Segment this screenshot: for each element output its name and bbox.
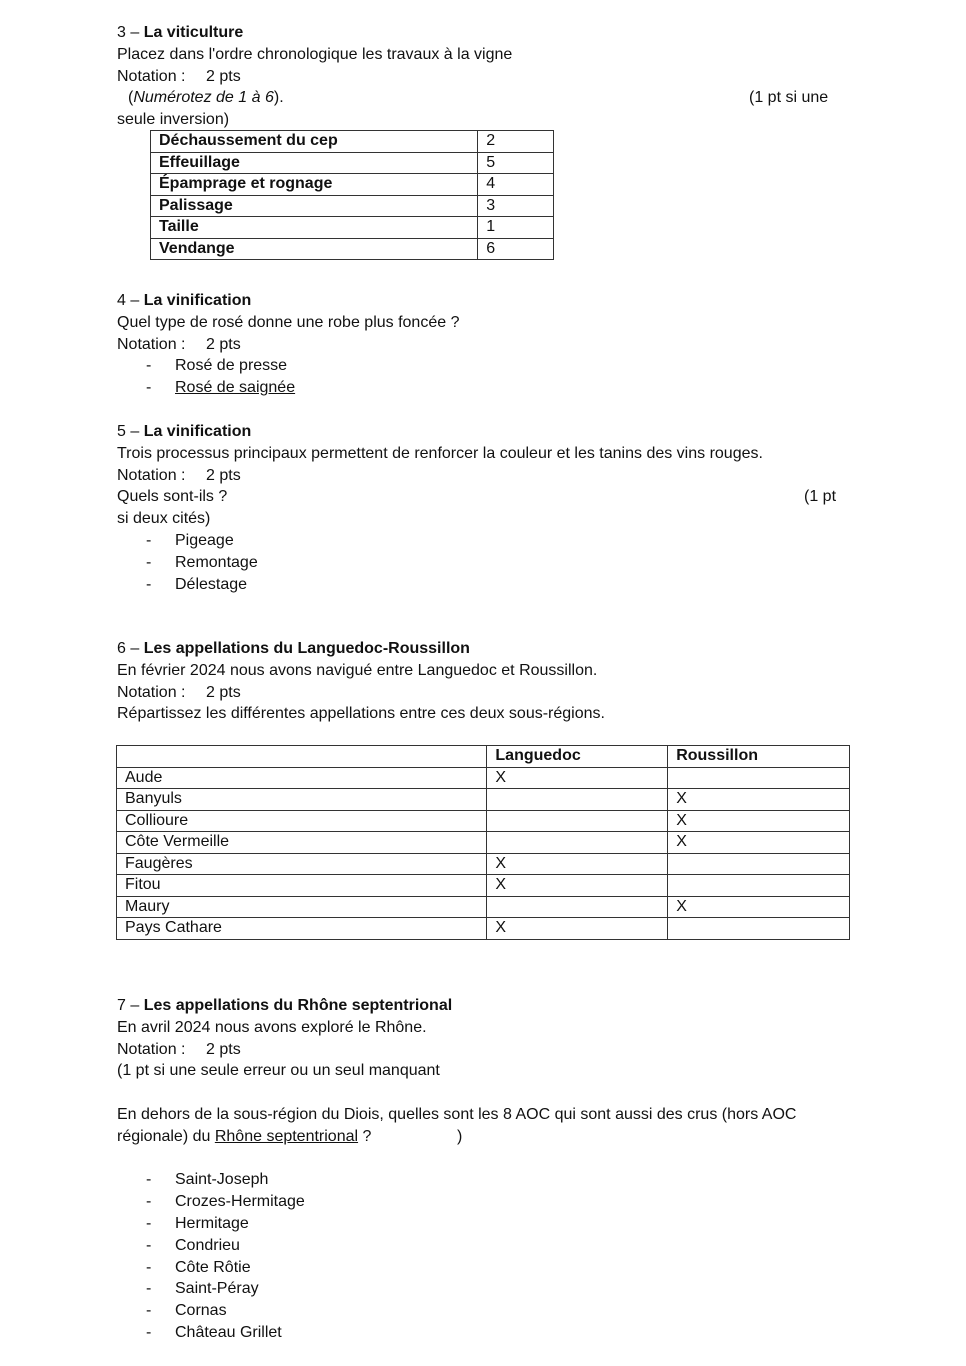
table-row: [117, 810, 850, 832]
languedoc-cell: [487, 810, 668, 832]
list-dash: -: [146, 379, 152, 397]
q7-section: [117, 995, 857, 1344]
languedoc-cell: [487, 789, 668, 811]
languedoc-cell: X: [487, 853, 668, 875]
table-row: [117, 789, 850, 811]
list-item: [117, 1213, 857, 1235]
q3-hint-close: ).: [273, 89, 284, 107]
table-row: [117, 853, 850, 875]
table-row: [151, 195, 554, 217]
table-row: [117, 918, 850, 940]
table-row: [117, 875, 850, 897]
notation-value: 2 pts: [206, 335, 241, 353]
q3-hint-open: (: [128, 89, 134, 107]
q7-heading: [117, 995, 857, 1017]
q3-heading: [117, 22, 847, 44]
column-header-empty: [117, 746, 487, 768]
answer-text: Château Grillet: [175, 1323, 282, 1341]
languedoc-cell: X: [487, 875, 668, 897]
list-item: [117, 552, 857, 574]
list-item: [117, 1191, 857, 1213]
answer-text: Remontage: [175, 553, 258, 571]
q6-question: Répartissez les différentes appellations entre ces deux sous-régions.: [117, 705, 605, 723]
q5-scoring-cont: si deux cités): [117, 510, 211, 528]
list-dash: -: [146, 1323, 152, 1341]
q5-answer-list: [117, 530, 857, 595]
notation-value: 2 pts: [206, 67, 241, 85]
notation-label: Notation :: [117, 67, 186, 85]
list-item: [117, 1278, 857, 1300]
languedoc-cell: X: [487, 918, 668, 940]
task-cell: Taille: [151, 217, 478, 239]
order-cell: 5: [478, 152, 554, 174]
notation-value: 2 pts: [206, 466, 241, 484]
order-cell: 3: [478, 195, 554, 217]
q5-number: 5 –: [117, 423, 144, 440]
list-dash: -: [146, 1280, 152, 1298]
q5-scoring: (1 pt: [804, 488, 837, 506]
notation-label: Notation :: [117, 1040, 186, 1058]
task-cell: Déchaussement du cep: [151, 131, 478, 153]
q7-answer-list: [117, 1169, 857, 1343]
answer-text: Cornas: [175, 1302, 227, 1320]
list-dash: -: [146, 1214, 152, 1232]
notation-label: Notation :: [117, 466, 186, 484]
q3-hint-line: [117, 87, 847, 109]
order-cell: 4: [478, 174, 554, 196]
q4-number: 4 –: [117, 292, 144, 309]
roussillon-cell: [668, 767, 850, 789]
list-item: [117, 377, 847, 399]
q3-hint-italic: Numérotez de 1 à 6: [133, 89, 274, 107]
answer-text: Hermitage: [175, 1214, 249, 1232]
q7-closing-paren: ): [457, 1127, 463, 1145]
blank-line: [117, 1148, 857, 1170]
answer-text: Saint-Péray: [175, 1280, 259, 1298]
q3-table: [150, 130, 554, 260]
q3-prompt: Placez dans l'ordre chronologique les travaux à la vigne: [117, 45, 513, 63]
q4-answer-list: [117, 355, 847, 399]
q7-question-cont: [117, 1126, 857, 1148]
column-header-languedoc: Languedoc: [487, 746, 668, 768]
q7-notation: [117, 1039, 857, 1061]
q3-section: [117, 22, 847, 131]
q7-title: Les appellations du Rhône septentrional: [143, 997, 453, 1014]
q4-section: [117, 290, 847, 399]
q5-question-line: [117, 486, 857, 508]
q5-prompt: Trois processus principaux permettent de renforcer la couleur et les tanins des vins rouges.: [117, 444, 763, 462]
task-cell: Palissage: [151, 195, 478, 217]
q6-notation: [117, 682, 857, 704]
q6-heading: [117, 638, 857, 660]
table-row: [151, 131, 554, 153]
list-dash: -: [146, 1236, 152, 1254]
q5-notation: [117, 465, 857, 487]
appellation-cell: Maury: [117, 896, 487, 918]
list-item: [117, 1169, 857, 1191]
order-cell: 1: [478, 217, 554, 239]
answer-text-underlined: Rosé de saignée: [175, 379, 296, 397]
appellation-cell: Collioure: [117, 810, 487, 832]
answer-text: Saint-Joseph: [175, 1171, 269, 1189]
q6-title: Les appellations du Languedoc-Roussillon: [143, 640, 470, 657]
notation-value: 2 pts: [206, 1040, 241, 1058]
table-row: [117, 832, 850, 854]
q4-notation: [117, 334, 847, 356]
table-row: [151, 152, 554, 174]
q3-scoring-cont: seule inversion): [117, 111, 230, 129]
answer-text: Côte Rôtie: [175, 1258, 251, 1276]
q7-question: En dehors de la sous-région du Diois, quelles sont les 8 AOC qui sont aussi des crus (hors AOC: [117, 1105, 797, 1123]
answer-text: Délestage: [175, 575, 248, 593]
q7-number: 7 –: [117, 997, 144, 1014]
q7-scoring: (1 pt si une seule erreur ou un seul manquant: [117, 1062, 440, 1080]
answer-text: Pigeage: [175, 531, 234, 549]
q7-question-mark: ?: [358, 1127, 372, 1145]
q5-section: [117, 421, 857, 595]
roussillon-cell: [668, 853, 850, 875]
table-row: [151, 238, 554, 260]
appellation-cell: Aude: [117, 767, 487, 789]
column-header-roussillon: Roussillon: [668, 746, 850, 768]
task-cell: Effeuillage: [151, 152, 478, 174]
table-header-row: [117, 746, 850, 768]
list-dash: -: [146, 1193, 152, 1211]
order-cell: 6: [478, 238, 554, 260]
roussillon-cell: X: [668, 832, 850, 854]
q3-title: La viticulture: [143, 24, 244, 41]
q6-number: 6 –: [117, 640, 144, 657]
q6-prompt: En février 2024 nous avons navigué entre Languedoc et Roussillon.: [117, 661, 598, 679]
roussillon-cell: X: [668, 789, 850, 811]
blank-line: [117, 1082, 857, 1104]
roussillon-cell: [668, 918, 850, 940]
q5-title: La vinification: [143, 423, 252, 440]
roussillon-cell: [668, 875, 850, 897]
list-item: [117, 1300, 857, 1322]
q6-table: [116, 745, 850, 940]
list-dash: -: [146, 575, 152, 593]
notation-label: Notation :: [117, 335, 186, 353]
appellation-cell: Fitou: [117, 875, 487, 897]
list-item: [117, 1322, 857, 1344]
roussillon-cell: X: [668, 896, 850, 918]
q4-heading: [117, 290, 847, 312]
appellation-cell: Faugères: [117, 853, 487, 875]
task-cell: Épamprage et rognage: [151, 174, 478, 196]
q7-prompt: En avril 2024 nous avons exploré le Rhône.: [117, 1018, 427, 1036]
notation-label: Notation :: [117, 683, 186, 701]
languedoc-cell: [487, 832, 668, 854]
q4-title: La vinification: [143, 292, 252, 309]
list-item: [117, 1235, 857, 1257]
table-row: [117, 767, 850, 789]
list-item: [117, 1257, 857, 1279]
list-dash: -: [146, 357, 152, 375]
q3-notation: [117, 66, 847, 88]
notation-value: 2 pts: [206, 683, 241, 701]
table-row: [151, 217, 554, 239]
q6-section: [117, 638, 857, 725]
q3-scoring: (1 pt si une: [749, 89, 829, 107]
answer-text: Condrieu: [175, 1236, 240, 1254]
q5-heading: [117, 421, 857, 443]
answer-text: Crozes-Hermitage: [175, 1193, 305, 1211]
list-item: [117, 530, 857, 552]
list-item: [117, 574, 857, 596]
table-row: [117, 896, 850, 918]
languedoc-cell: [487, 896, 668, 918]
q7-question-underlined: Rhône septentrional: [214, 1127, 359, 1145]
order-cell: 2: [478, 131, 554, 153]
q3-number: 3 –: [117, 24, 144, 41]
q5-question: Quels sont-ils ?: [117, 488, 228, 506]
table-row: [151, 174, 554, 196]
q7-question-text: régionale) du: [117, 1127, 215, 1145]
list-dash: -: [146, 531, 152, 549]
appellation-cell: Banyuls: [117, 789, 487, 811]
answer-text: Rosé de presse: [175, 357, 288, 375]
list-item: [117, 355, 847, 377]
languedoc-cell: X: [487, 767, 668, 789]
list-dash: -: [146, 553, 152, 571]
list-dash: -: [146, 1302, 152, 1320]
task-cell: Vendange: [151, 238, 478, 260]
appellation-cell: Pays Cathare: [117, 918, 487, 940]
list-dash: -: [146, 1258, 152, 1276]
roussillon-cell: X: [668, 810, 850, 832]
list-dash: -: [146, 1171, 152, 1189]
q4-prompt: Quel type de rosé donne une robe plus foncée ?: [117, 313, 460, 331]
appellation-cell: Côte Vermeille: [117, 832, 487, 854]
